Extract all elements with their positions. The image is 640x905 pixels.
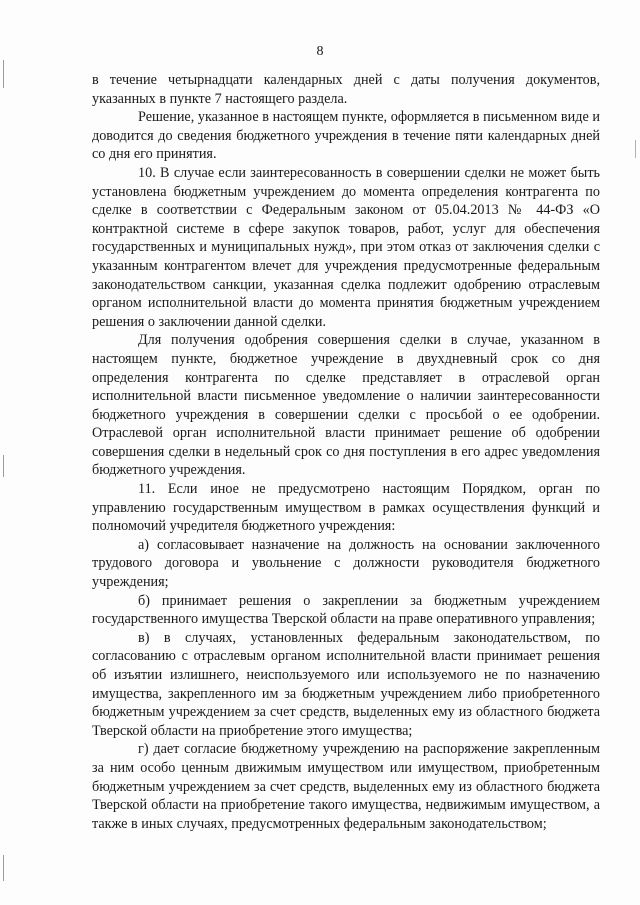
paragraph-item-10: 10. В случае если заинтересованность в совершении сделки не может быть установлена бюджетным учреждением до момента определения контрагента по сделке в соответствии с Федеральным законом от 05.04.2013 № 44-ФЗ «О контрактной системе в сфере закупок товаров, работ, услуг для обеспечения государственных и муниципальных нужд», при этом отказ от заключения сделки с указанным контрагентом влечет для учреждения предусмотренные федеральным законодательством санкции, указанная сделка подлежит одобрению отраслевым органом исполнительной власти до момента принятия бюджетным учреждением решения о заключении данной сделки.	[92, 164, 600, 330]
scan-edge-mark	[635, 140, 636, 158]
scan-edge-mark	[3, 455, 4, 477]
paragraph: Решение, указанное в настоящем пункте, оформляется в письменном виде и доводится до сведения бюджетного учреждения в течение пяти календарных дней со дня его принятия.	[92, 109, 600, 163]
paragraph-continuation: в течение четырнадцати календарных дней с даты получения документов, указанных в пункте 7 настоящего раздела.	[92, 72, 600, 107]
paragraph-subitem-v: в) в случаях, установленных федеральным законодательством, по согласованию с отраслевым органом исполнительной власти принимает решения об изъятии излишнего, неиспользуемого или используемого не по назначению имущества, закрепленного им за бюджетным учреждением либо приобретенного бюджетным учреждением за счет средств, выделенных ему из областного бюджета Тверской области на приобретение этого имущества;	[92, 629, 600, 739]
page-number: 8	[316, 44, 324, 59]
paragraph: Для получения одобрения совершения сделки в случае, указанном в настоящем пункте, бюджетное учреждение в двухдневный срок со дня определения контрагента по сделке представляет в отраслевой орган исполнительной власти письменное уведомление о наличии заинтересованности бюджетного учреждения в совершении сделки с просьбой о ее одобрении. Отраслевой орган исполнительной власти принимает решение об одобрении совершения сделки в недельный срок со дня поступления в его адрес уведомления бюджетного учреждения.	[92, 332, 600, 479]
paragraph-subitem-b: б) принимает решения о закреплении за бюджетным учреждением государственного имущества Тверской области на праве оперативного управления;	[92, 592, 600, 628]
scan-edge-mark	[3, 855, 4, 881]
paragraph-subitem-g: г) дает согласие бюджетному учреждению на распоряжение закрепленным за ним особо ценным движимым имуществом или имуществом, приобретенным бюджетным учреждением за счет средств, выделенных ему из областного бюджета Тверской области на приобретение такого имущества, недвижимым имуществом, а также в иных случаях, предусмотренных федеральным законодательством;	[92, 741, 600, 832]
document-body	[92, 71, 600, 833]
paragraph-subitem-a: а) согласовывает назначение на должность на основании заключенного трудового договора и увольнение с должности руководителя бюджетного учреждения;	[92, 536, 600, 591]
scan-edge-mark	[3, 60, 4, 88]
paragraph-item-11: 11. Если иное не предусмотрено настоящим Порядком, орган по управлению государственным имуществом в рамках осуществления функций и полномочий учредителя бюджетного учреждения:	[92, 481, 600, 535]
